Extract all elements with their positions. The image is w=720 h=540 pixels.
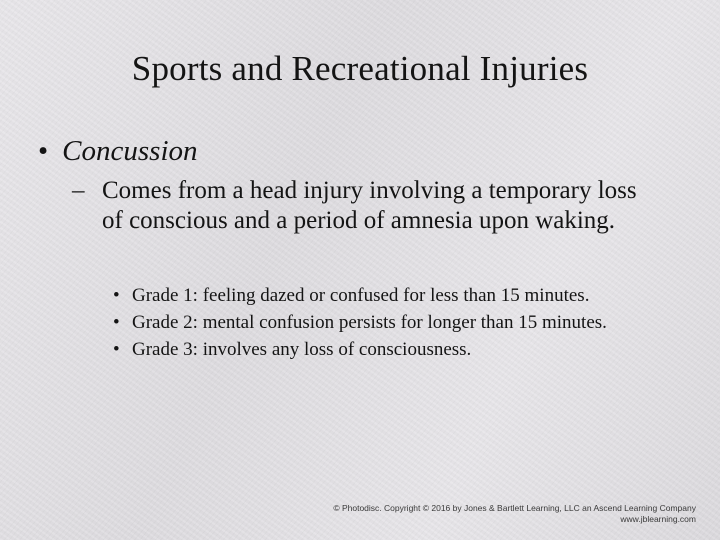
bullet-marker: • bbox=[38, 135, 49, 167]
subbullet-definition bbox=[72, 176, 672, 236]
copyright-notice bbox=[333, 503, 696, 525]
grade-text: Grade 3: involves any loss of consciousness. bbox=[132, 339, 472, 360]
grade-item-1 bbox=[113, 284, 673, 308]
grade-list bbox=[113, 284, 673, 365]
bullet-marker: • bbox=[113, 339, 120, 360]
grade-text: Grade 2: mental confusion persists for longer than 15 minutes. bbox=[132, 312, 607, 333]
copyright-line: © Photodisc. Copyright © 2016 by Jones & Bartlett Learning, LLC an Ascend Learning Company bbox=[333, 503, 696, 513]
grade-text: Grade 1: feeling dazed or confused for less than 15 minutes. bbox=[132, 285, 590, 306]
subbullet-text: Comes from a head injury involving a temporary loss of conscious and a period of amnesia upon waking. bbox=[102, 177, 637, 234]
grade-item-2 bbox=[113, 311, 673, 335]
dash-marker: – bbox=[72, 177, 85, 204]
bullet-marker: • bbox=[113, 312, 120, 333]
grade-item-3 bbox=[113, 338, 673, 362]
bullet-marker: • bbox=[113, 285, 120, 306]
bullet-concussion bbox=[38, 133, 198, 169]
copyright-url: www.jblearning.com bbox=[620, 514, 696, 524]
slide-title: Sports and Recreational Injuries bbox=[131, 49, 589, 88]
bullet-text: Concussion bbox=[62, 135, 198, 167]
